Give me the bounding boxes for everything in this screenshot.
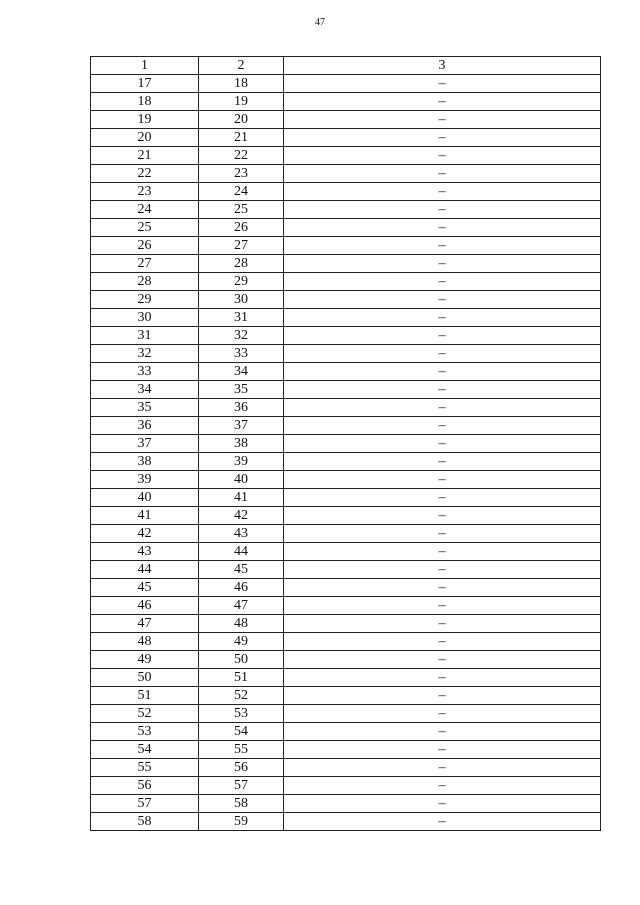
table-cell-col-1: 26 xyxy=(91,237,199,255)
table-row xyxy=(91,543,601,561)
table-cell-col-2: 50 xyxy=(199,651,284,669)
table-row xyxy=(91,525,601,543)
table-cell-col-1: 30 xyxy=(91,309,199,327)
table-cell-col-1: 21 xyxy=(91,147,199,165)
table-cell-col-1: 34 xyxy=(91,381,199,399)
table-cell-col-1: 24 xyxy=(91,201,199,219)
table-cell-col-2: 51 xyxy=(199,669,284,687)
table-body xyxy=(91,75,601,831)
table-cell-col-2: 31 xyxy=(199,309,284,327)
table-row xyxy=(91,507,601,525)
table-cell-col-1: 28 xyxy=(91,273,199,291)
table-cell-col-1: 48 xyxy=(91,633,199,651)
table-cell-col-2: 45 xyxy=(199,561,284,579)
table-cell-col-3: – xyxy=(284,597,601,615)
table-row xyxy=(91,93,601,111)
table-cell-col-2: 19 xyxy=(199,93,284,111)
table-cell-col-3: – xyxy=(284,561,601,579)
table-cell-col-3: – xyxy=(284,201,601,219)
table-row xyxy=(91,417,601,435)
table-cell-col-1: 23 xyxy=(91,183,199,201)
table-cell-col-2: 36 xyxy=(199,399,284,417)
table-cell-col-3: – xyxy=(284,723,601,741)
table-cell-col-2: 41 xyxy=(199,489,284,507)
table-cell-col-2: 59 xyxy=(199,813,284,831)
table-row xyxy=(91,453,601,471)
table-cell-col-1: 38 xyxy=(91,453,199,471)
table-row xyxy=(91,813,601,831)
table-cell-col-3: – xyxy=(284,165,601,183)
table-cell-col-1: 20 xyxy=(91,129,199,147)
table-cell-col-2: 54 xyxy=(199,723,284,741)
table-row xyxy=(91,435,601,453)
table-row xyxy=(91,237,601,255)
table-cell-col-1: 55 xyxy=(91,759,199,777)
table-cell-col-2: 23 xyxy=(199,165,284,183)
table-cell-col-3: – xyxy=(284,309,601,327)
table-cell-col-2: 48 xyxy=(199,615,284,633)
table-row xyxy=(91,255,601,273)
table-cell-col-3: – xyxy=(284,93,601,111)
table-cell-col-2: 29 xyxy=(199,273,284,291)
table-row xyxy=(91,777,601,795)
table-cell-col-3: – xyxy=(284,759,601,777)
table-cell-col-2: 32 xyxy=(199,327,284,345)
table-row xyxy=(91,687,601,705)
table-cell-col-3: – xyxy=(284,633,601,651)
table-cell-col-2: 33 xyxy=(199,345,284,363)
table-cell-col-3: – xyxy=(284,417,601,435)
page-number: 47 xyxy=(315,17,325,28)
table-row xyxy=(91,165,601,183)
table-cell-col-1: 58 xyxy=(91,813,199,831)
table-cell-col-2: 30 xyxy=(199,291,284,309)
table-row xyxy=(91,111,601,129)
table-cell-col-3: – xyxy=(284,453,601,471)
table-cell-col-2: 20 xyxy=(199,111,284,129)
table-row xyxy=(91,489,601,507)
table-cell-col-2: 44 xyxy=(199,543,284,561)
table-cell-col-3: – xyxy=(284,129,601,147)
table-cell-col-1: 41 xyxy=(91,507,199,525)
table-row xyxy=(91,723,601,741)
table-row xyxy=(91,129,601,147)
table-cell-col-2: 25 xyxy=(199,201,284,219)
table-cell-col-3: – xyxy=(284,507,601,525)
table-cell-col-1: 22 xyxy=(91,165,199,183)
table-cell-col-1: 19 xyxy=(91,111,199,129)
table-cell-col-1: 53 xyxy=(91,723,199,741)
table-cell-col-1: 44 xyxy=(91,561,199,579)
table-cell-col-1: 54 xyxy=(91,741,199,759)
table-row xyxy=(91,381,601,399)
table-cell-col-1: 27 xyxy=(91,255,199,273)
table-cell-col-1: 56 xyxy=(91,777,199,795)
table-row xyxy=(91,399,601,417)
table-cell-col-3: – xyxy=(284,183,601,201)
table-cell-col-1: 50 xyxy=(91,669,199,687)
table-cell-col-2: 49 xyxy=(199,633,284,651)
table-header xyxy=(91,57,601,75)
table-cell-col-2: 21 xyxy=(199,129,284,147)
table-cell-col-2: 57 xyxy=(199,777,284,795)
table-cell-col-1: 42 xyxy=(91,525,199,543)
table-cell-col-3: – xyxy=(284,111,601,129)
table-cell-col-1: 35 xyxy=(91,399,199,417)
data-table xyxy=(90,56,601,831)
table-cell-col-1: 52 xyxy=(91,705,199,723)
table-cell-col-3: – xyxy=(284,687,601,705)
table-cell-col-2: 42 xyxy=(199,507,284,525)
table-cell-col-3: – xyxy=(284,219,601,237)
table-cell-col-3: – xyxy=(284,525,601,543)
table-cell-col-1: 17 xyxy=(91,75,199,93)
column-header-1: 1 xyxy=(91,57,199,75)
table-cell-col-3: – xyxy=(284,489,601,507)
table-cell-col-2: 28 xyxy=(199,255,284,273)
table-cell-col-2: 26 xyxy=(199,219,284,237)
table-row xyxy=(91,561,601,579)
table-cell-col-3: – xyxy=(284,651,601,669)
table-cell-col-3: – xyxy=(284,813,601,831)
table-cell-col-1: 46 xyxy=(91,597,199,615)
table-row xyxy=(91,795,601,813)
table-row xyxy=(91,345,601,363)
table-cell-col-2: 53 xyxy=(199,705,284,723)
table-cell-col-1: 33 xyxy=(91,363,199,381)
table-cell-col-1: 45 xyxy=(91,579,199,597)
table-cell-col-1: 18 xyxy=(91,93,199,111)
header-row xyxy=(91,57,601,75)
table-cell-col-1: 39 xyxy=(91,471,199,489)
table-cell-col-2: 43 xyxy=(199,525,284,543)
table-row xyxy=(91,75,601,93)
table-cell-col-3: – xyxy=(284,615,601,633)
table-cell-col-2: 46 xyxy=(199,579,284,597)
table-cell-col-1: 25 xyxy=(91,219,199,237)
table-cell-col-2: 55 xyxy=(199,741,284,759)
table-cell-col-3: – xyxy=(284,795,601,813)
table-row xyxy=(91,759,601,777)
table-cell-col-1: 37 xyxy=(91,435,199,453)
table-cell-col-1: 36 xyxy=(91,417,199,435)
table-cell-col-3: – xyxy=(284,327,601,345)
table-row xyxy=(91,201,601,219)
table-cell-col-3: – xyxy=(284,579,601,597)
table-cell-col-2: 39 xyxy=(199,453,284,471)
table-cell-col-2: 38 xyxy=(199,435,284,453)
table-cell-col-1: 51 xyxy=(91,687,199,705)
table-row xyxy=(91,741,601,759)
table-cell-col-2: 40 xyxy=(199,471,284,489)
table-cell-col-1: 32 xyxy=(91,345,199,363)
table-cell-col-3: – xyxy=(284,471,601,489)
table-cell-col-2: 58 xyxy=(199,795,284,813)
table-cell-col-3: – xyxy=(284,705,601,723)
table-row xyxy=(91,327,601,345)
table-row xyxy=(91,597,601,615)
table-cell-col-3: – xyxy=(284,75,601,93)
table-cell-col-3: – xyxy=(284,543,601,561)
column-header-3: 3 xyxy=(284,57,601,75)
table-cell-col-2: 52 xyxy=(199,687,284,705)
table-cell-col-1: 49 xyxy=(91,651,199,669)
table-row xyxy=(91,183,601,201)
table-cell-col-1: 31 xyxy=(91,327,199,345)
table-row xyxy=(91,579,601,597)
table-row xyxy=(91,291,601,309)
table-row xyxy=(91,147,601,165)
table-cell-col-3: – xyxy=(284,345,601,363)
table-cell-col-3: – xyxy=(284,669,601,687)
table-row xyxy=(91,669,601,687)
table-row xyxy=(91,633,601,651)
table-cell-col-1: 57 xyxy=(91,795,199,813)
table-row xyxy=(91,309,601,327)
table-cell-col-1: 47 xyxy=(91,615,199,633)
table-cell-col-3: – xyxy=(284,273,601,291)
table-cell-col-3: – xyxy=(284,381,601,399)
table-row xyxy=(91,705,601,723)
table-row xyxy=(91,651,601,669)
table-cell-col-2: 22 xyxy=(199,147,284,165)
column-header-2: 2 xyxy=(199,57,284,75)
table-cell-col-3: – xyxy=(284,777,601,795)
table-row xyxy=(91,471,601,489)
table-cell-col-2: 56 xyxy=(199,759,284,777)
table-cell-col-3: – xyxy=(284,399,601,417)
table-cell-col-2: 27 xyxy=(199,237,284,255)
table-cell-col-3: – xyxy=(284,255,601,273)
table-cell-col-3: – xyxy=(284,741,601,759)
table-cell-col-2: 24 xyxy=(199,183,284,201)
table-cell-col-1: 29 xyxy=(91,291,199,309)
table-row xyxy=(91,219,601,237)
table-cell-col-3: – xyxy=(284,435,601,453)
table-cell-col-3: – xyxy=(284,291,601,309)
table-row xyxy=(91,273,601,291)
table-row xyxy=(91,363,601,381)
table-cell-col-2: 18 xyxy=(199,75,284,93)
table-cell-col-2: 34 xyxy=(199,363,284,381)
table-cell-col-3: – xyxy=(284,237,601,255)
table-cell-col-3: – xyxy=(284,363,601,381)
table-row xyxy=(91,615,601,633)
table-cell-col-2: 37 xyxy=(199,417,284,435)
table-cell-col-2: 35 xyxy=(199,381,284,399)
table-cell-col-1: 40 xyxy=(91,489,199,507)
table-cell-col-3: – xyxy=(284,147,601,165)
table-cell-col-1: 43 xyxy=(91,543,199,561)
table-cell-col-2: 47 xyxy=(199,597,284,615)
